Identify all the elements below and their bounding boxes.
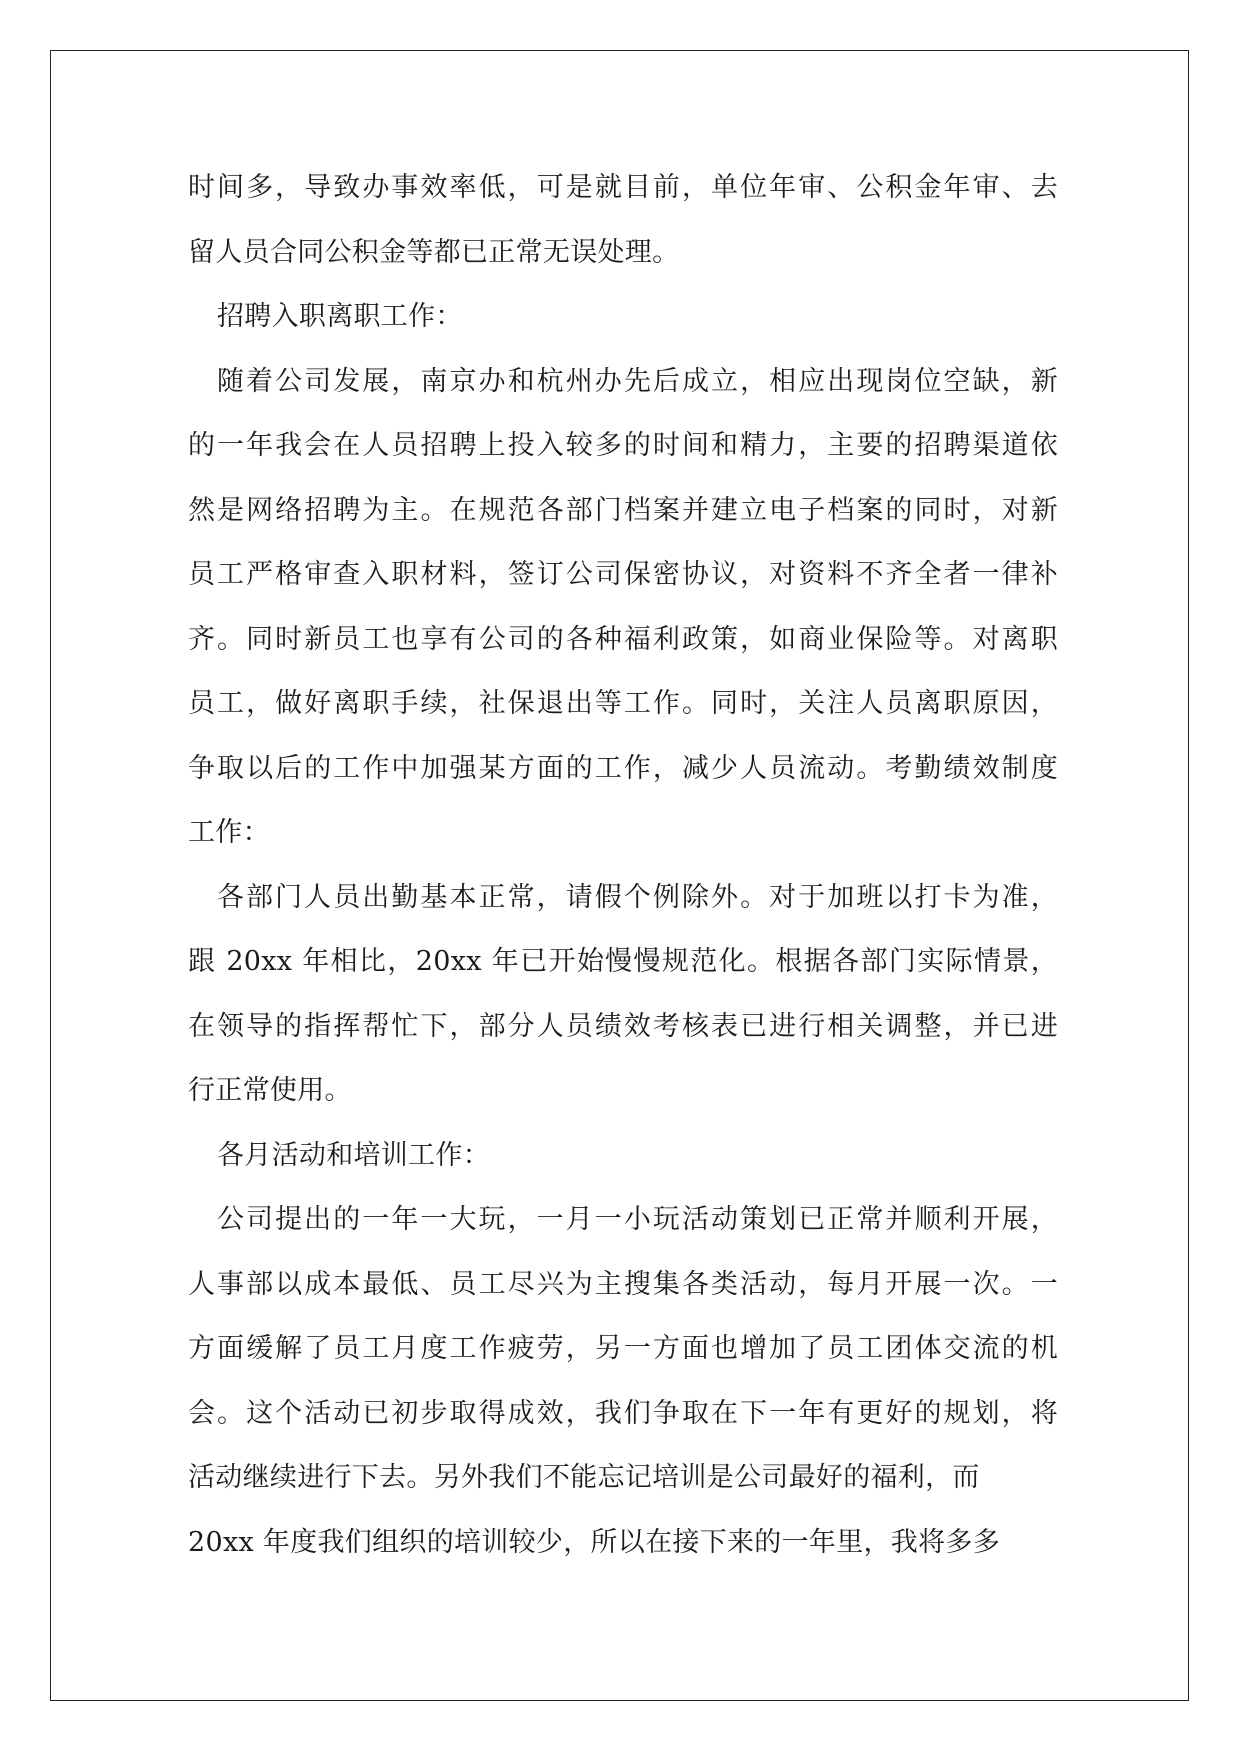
text-line: 行正常使用。	[188, 1075, 352, 1106]
text-line: 工作：	[188, 817, 270, 848]
text-line: 方面缓解了员工月度工作疲劳，另一方面也增加了员工团体交流的机	[188, 1333, 1058, 1364]
text-line: 会。这个活动已初步取得成效，我们争取在下一年有更好的规划，将	[188, 1397, 1058, 1429]
text-line: 员工，做好离职手续，社保退出等工作。同时，关注人员离职原因，	[188, 688, 1058, 719]
text-line: 争取以后的工作中加强某方面的工作，减少人员流动。考勤绩效制度	[188, 752, 1058, 784]
text-line: 公司提出的一年一大玩，一月一小玩活动策划已正常并顺利开展，	[217, 1204, 1058, 1235]
document-body	[188, 156, 1058, 1575]
section-heading: 招聘入职离职工作：	[217, 301, 463, 332]
text-line: 在领导的指挥帮忙下，部分人员绩效考核表已进行相关调整，并已进	[188, 1010, 1058, 1042]
section-heading: 各月活动和培训工作：	[217, 1139, 490, 1171]
text-line: 留人员合同公积金等都已正常无误处理。	[188, 236, 680, 268]
text-line: 员工严格审查入职材料，签订公司保密协议，对资料不齐全者一律补	[188, 559, 1058, 590]
text-line: 随着公司发展，南京办和杭州办先后成立，相应出现岗位空缺，新	[217, 365, 1058, 397]
text-line: 各部门人员出勤基本正常，请假个例除外。对于加班以打卡为准，	[217, 881, 1058, 913]
text-line: 的一年我会在人员招聘上投入较多的时间和精力，主要的招聘渠道依	[188, 430, 1058, 461]
text-line: 人事部以成本最低、员工尽兴为主搜集各类活动，每月开展一次。一	[188, 1268, 1058, 1300]
text-line: 时间多，导致办事效率低，可是就目前，单位年审、公积金年审、去	[188, 172, 1058, 203]
text-line: 活动继续进行下去。另外我们不能忘记培训是公司最好的福利，而	[188, 1462, 980, 1493]
text-line: 20xx 年度我们组织的培训较少，所以在接下来的一年里，我将多多	[188, 1526, 1000, 1558]
text-line: 齐。同时新员工也享有公司的各种福利政策，如商业保险等。对离职	[188, 623, 1058, 655]
text-line: 跟 20xx 年相比，20xx 年已开始慢慢规范化。根据各部门实际情景，	[188, 946, 1058, 977]
text-line: 然是网络招聘为主。在规范各部门档案并建立电子档案的同时，对新	[188, 494, 1058, 526]
